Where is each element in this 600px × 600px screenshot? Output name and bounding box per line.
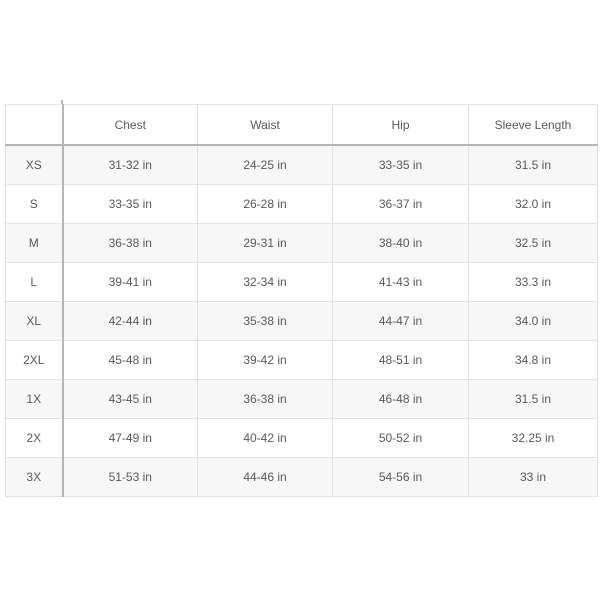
chest-value: 31-32 in (63, 145, 198, 185)
sleeve-value: 32.0 in (469, 185, 598, 224)
size-chart (5, 104, 597, 497)
sleeve-value: 34.0 in (469, 302, 598, 341)
sleeve-value: 34.8 in (469, 341, 598, 380)
table-row-l (6, 263, 598, 302)
size-label: M (6, 224, 63, 263)
size-chart-table (5, 104, 598, 497)
column-header-waist: Waist (198, 105, 333, 146)
waist-value: 29-31 in (198, 224, 333, 263)
table-row-3x (6, 458, 598, 497)
size-label: L (6, 263, 63, 302)
chest-value: 47-49 in (63, 419, 198, 458)
table-row-1x (6, 380, 598, 419)
sleeve-value: 32.5 in (469, 224, 598, 263)
table-row-s (6, 185, 598, 224)
waist-value: 36-38 in (198, 380, 333, 419)
hip-value: 46-48 in (333, 380, 469, 419)
waist-value: 32-34 in (198, 263, 333, 302)
waist-value: 35-38 in (198, 302, 333, 341)
hip-value: 54-56 in (333, 458, 469, 497)
hip-value: 36-37 in (333, 185, 469, 224)
column-header-size (6, 105, 63, 146)
size-label: 3X (6, 458, 63, 497)
hip-value: 41-43 in (333, 263, 469, 302)
chest-value: 42-44 in (63, 302, 198, 341)
size-label: 2XL (6, 341, 63, 380)
waist-value: 26-28 in (198, 185, 333, 224)
column-header-sleeve-length: Sleeve Length (469, 105, 598, 146)
table-row-2xl (6, 341, 598, 380)
hip-value: 38-40 in (333, 224, 469, 263)
hip-value: 33-35 in (333, 145, 469, 185)
table-row-xs (6, 145, 598, 185)
size-label: 2X (6, 419, 63, 458)
chest-value: 33-35 in (63, 185, 198, 224)
chest-value: 36-38 in (63, 224, 198, 263)
chest-value: 45-48 in (63, 341, 198, 380)
size-label: 1X (6, 380, 63, 419)
size-label: XS (6, 145, 63, 185)
chest-value: 39-41 in (63, 263, 198, 302)
sleeve-value: 33.3 in (469, 263, 598, 302)
chest-value: 43-45 in (63, 380, 198, 419)
size-label: S (6, 185, 63, 224)
size-label: XL (6, 302, 63, 341)
waist-value: 40-42 in (198, 419, 333, 458)
hip-value: 50-52 in (333, 419, 469, 458)
waist-value: 44-46 in (198, 458, 333, 497)
table-row-m (6, 224, 598, 263)
column-header-chest: Chest (63, 105, 198, 146)
table-row-xl (6, 302, 598, 341)
sleeve-value: 32.25 in (469, 419, 598, 458)
sleeve-value: 31.5 in (469, 145, 598, 185)
column-header-hip: Hip (333, 105, 469, 146)
chest-value: 51-53 in (63, 458, 198, 497)
hip-value: 48-51 in (333, 341, 469, 380)
header-row (6, 105, 598, 146)
hip-value: 44-47 in (333, 302, 469, 341)
waist-value: 39-42 in (198, 341, 333, 380)
table-row-2x (6, 419, 598, 458)
waist-value: 24-25 in (198, 145, 333, 185)
sleeve-value: 33 in (469, 458, 598, 497)
sleeve-value: 31.5 in (469, 380, 598, 419)
